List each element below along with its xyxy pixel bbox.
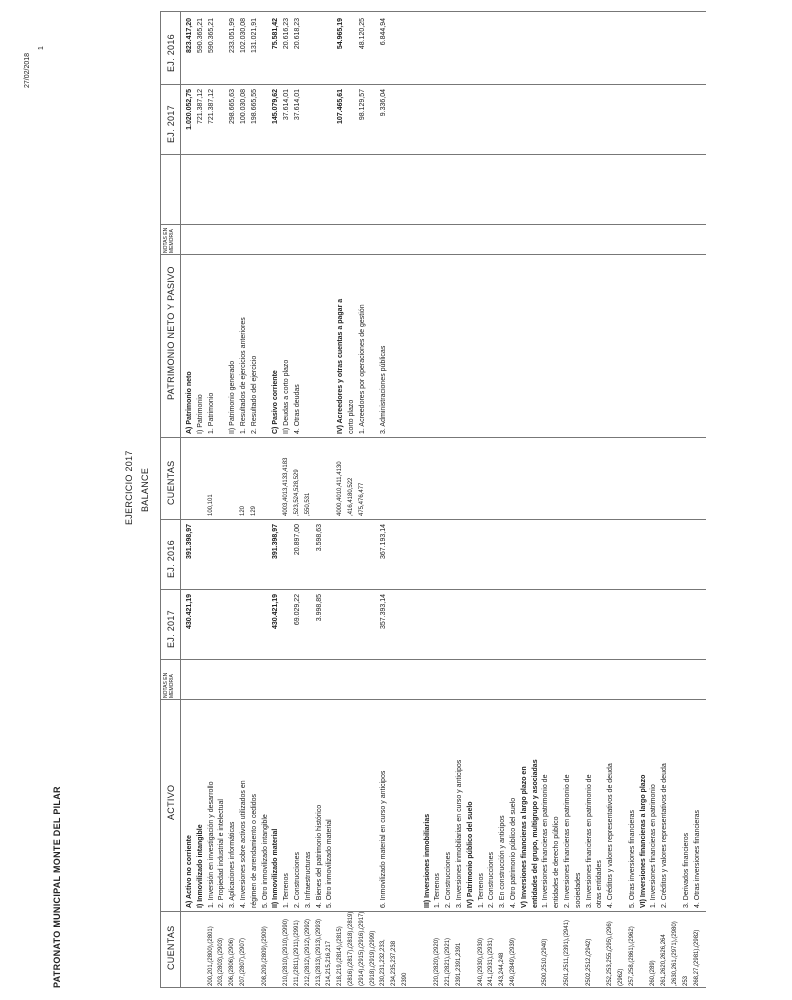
pasivo-value-2017: 37.614,01 [283,89,291,121]
pasivo-label: IV) Acreedores y otras cuentas a pagar a [337,298,345,434]
pasivo-cuenta: 129 [250,505,257,516]
col-line [160,437,706,438]
activo-cuenta: 240,(2930),(2930) [477,937,484,986]
pasivo-cuenta: 100,101 [207,494,214,516]
activo-cuenta: 212,(2812),(2912),(2992) [304,918,311,986]
activo-label: 3. Derivados financieros [682,832,690,908]
pasivo-value-2017: 298.665,63 [229,89,237,125]
col-line [160,154,706,155]
activo-label: 1. Terrenos [434,873,442,908]
page-number: 1 [38,46,45,50]
pasivo-label: 1. Patrimonio [207,392,215,434]
activo-label: entidades del grupo, multigrupo y asociadas [531,759,539,908]
organization-name: PATRONATO MUNICIPAL MONTE DEL PILAR [52,786,62,988]
col-line [160,254,706,255]
activo-label: 3. Inversiones financieras en patrimonio de [585,774,593,908]
activo-cuenta: (2962) [618,968,624,986]
pasivo-value-2016: 75.581,42 [272,18,280,50]
activo-cuenta: 253 [682,975,689,986]
pasivo-value-2017: 9.336,04 [380,89,388,117]
activo-cuenta: 2390 [402,972,408,986]
activo-cuenta: 203,(2803),(2903) [218,937,225,986]
activo-cuenta: 249,(2849),(2939) [510,937,516,986]
col-header-ej2017-pasivo: EJ. 2017 [166,105,176,143]
pasivo-label: I) Patrimonio [196,394,204,434]
activo-label: VI) Inversiones financieras a largo plazo [639,774,647,908]
pasivo-value-2017: 721.387,12 [207,89,215,125]
activo-value-2016: 391.398,97 [186,524,193,560]
activo-label: 1. Terrenos [477,873,485,908]
col-header-cuentas: CUENTAS [166,925,176,970]
activo-cuenta: 200,201,(2800),(2801) [207,926,214,986]
pasivo-label: A) Patrimonio neto [186,371,193,434]
report-date: 27/02/2018 [24,52,31,88]
activo-label: 2. Inversiones financieras en patrimonio de [564,774,571,908]
activo-label: 4. Créditos y valores representativos de deuda [607,763,615,908]
activo-label: A) Activo no corriente [186,835,193,908]
pasivo-value-2017: 145.079,62 [272,89,280,125]
activo-cuenta: 207,(2807),(2907) [240,937,246,986]
pasivo-label: corto plazo [348,399,355,434]
pasivo-value-2016: 590.365,21 [196,18,204,54]
activo-label: sociedades [574,872,582,908]
activo-label: 3. Infraestructuras [304,851,312,908]
activo-label: IV) Patrimonio público del suelo [466,801,474,908]
pasivo-value-2016: 131.021,91 [250,18,258,54]
activo-label: V) Inversiones financieras a largo plazo en [520,766,528,908]
activo-label: 3. Aplicaciones informáticas [229,821,237,908]
pasivo-label: C) Pasivo corriente [272,370,280,434]
pasivo-label: II) Deudas a corto plazo [283,359,291,434]
activo-cuenta: 261,2620,2626,264 [661,934,668,986]
activo-cuenta: 218,219,(2814),(2815) [337,926,344,986]
pasivo-label: 3. Administraciones públicas [380,345,388,434]
activo-value-2017: 430.421,19 [186,594,193,630]
activo-value-2017: 69.029,22 [294,594,301,626]
activo-cuenta: 234,235,237,238 [391,940,398,986]
activo-cuenta: 2391,2391,2391 [456,942,462,986]
activo-value-2016: 391.398,97 [272,524,280,560]
col-line [160,589,706,590]
col-header-pasivo: PATRIMONIO NETO Y PASIVO [166,266,176,400]
col-line [160,699,706,700]
pasivo-cuenta: ,550,531 [304,492,311,516]
pasivo-label: 1. Acreedores por operaciones de gestión [358,304,366,434]
activo-label: 4. Inversiones sobre activos utilizados en [240,780,247,908]
activo-label: III) Inversiones inmobiliarias [423,813,431,908]
pasivo-cuenta: ,523,524,528,529 [294,469,300,516]
activo-value-2016: 3.598,63 [315,524,323,552]
pasivo-value-2017: 37.614,01 [294,89,301,121]
pasivo-label: 4. Otras deudas [294,384,301,434]
activo-label: I) Inmovilizado intangible [196,824,204,908]
pasivo-value-2016: 54.965,19 [337,18,345,50]
table-top-rule [160,12,161,988]
activo-label: 2. Propiedad industrial e intelectual [218,799,226,908]
col-header-ej2016: EJ. 2016 [166,540,176,578]
activo-cuenta: 260,(289) [650,960,657,986]
col-line [160,911,706,912]
activo-label: 3. En construcción y anticipos [499,815,507,908]
pasivo-value-2016: 102.030,08 [240,18,247,54]
col-line [160,84,706,85]
activo-label: 1. Inversión en investigación y desarrollo [207,781,215,908]
col-line [160,224,706,225]
activo-cuenta: (2918),(2919),(2999) [369,930,376,986]
activo-cuenta: 214,215,216,217 [326,940,333,986]
activo-cuenta: 243,244,248 [499,952,506,986]
col-header-ej2017: EJ. 2017 [166,610,176,648]
activo-label: 2. Construcciones [488,851,496,908]
pasivo-value-2017: 100.030,08 [240,89,247,125]
activo-label: entidades de derecho público [553,816,561,908]
activo-label: 5. Otro inmovilizado material [326,819,334,908]
pasivo-value-2016: 823.417,20 [186,18,193,54]
activo-cuenta: 220,(2820),(2920) [434,937,441,986]
activo-label: 2. Créditos y valores representativos de deuda [661,763,669,908]
pasivo-value-2016: 233.051,99 [229,18,237,54]
col-header-cuentas-pasivo: CUENTAS [166,460,176,505]
activo-value-2017: 3.998,85 [315,594,323,622]
activo-label: régimen de arrendamiento o cedidos [250,793,258,908]
activo-cuenta: 268,27,(2981),(2982) [693,929,700,986]
pasivo-value-2017: 721.387,12 [196,89,204,125]
pasivo-label: 1. Resultados de ejercicios anteriores [240,317,247,434]
pasivo-value-2017: 1.020.052,75 [186,89,193,130]
col-line [160,11,706,12]
pasivo-value-2016: 6.844,94 [380,18,388,46]
activo-cuenta: (2914),(2915),(2916),(2917) [358,911,365,986]
activo-value-2017: 430.421,19 [272,594,280,630]
activo-cuenta: (2816),(2817),(2818),(2819) [348,911,354,986]
activo-label: 1. Inversiones financieras en patrimonio de [542,774,550,908]
pasivo-value-2017: 107.465,61 [337,89,345,125]
activo-cuenta: 213,(2813),(2913),(2993) [315,918,322,986]
activo-cuenta: 257,258,(2861),(2962) [628,926,635,986]
activo-cuenta: 208,209,(2809),(2909) [261,926,268,986]
col-header-notas-pasivo: NOTAS EN MEMORIA [163,227,175,253]
pasivo-value-2016: 20.616,23 [283,18,291,50]
activo-cuenta: 210,(2810),(2910),(2990) [283,918,290,986]
pasivo-label: II) Patrimonio generado [229,360,237,434]
ejercicio-title: EJERCICIO 2017 [124,450,134,525]
activo-cuenta: 2501,2511,(2391),(2941) [564,920,570,986]
activo-label: 3. Inversiones inmobiliarias en curso y anticipos [456,759,463,908]
pasivo-label: 2. Resultado del ejercicio [250,355,258,434]
header-bottom-rule [180,12,181,988]
balance-title: BALANCE [140,467,150,512]
activo-cuenta: ,2630,261,(2971),(2980) [672,921,678,986]
pasivo-cuenta: 4000,4010,411,4130 [337,461,344,516]
pasivo-value-2016: 48.120,25 [358,18,366,50]
activo-cuenta: 230,231,232,233, [380,939,387,986]
activo-value-2016: 20.897,00 [294,524,301,556]
activo-value-2016: 367.193,14 [380,524,388,560]
pasivo-cuenta: 475,476,477 [358,482,365,516]
pasivo-value-2016: 20.618,23 [294,18,301,50]
activo-label: 2. Construcciones [294,851,301,908]
activo-value-2017: 357.393,14 [380,594,388,630]
activo-label: 4. Bienes del patrimonio histórico [315,804,323,908]
pasivo-value-2017: 198.665,55 [250,89,258,125]
col-line [160,987,706,988]
activo-label: otras entidades [596,860,604,908]
activo-cuenta: 2502,2512,(2942) [585,938,592,986]
activo-label: 2. Construcciones [445,851,453,908]
col-header-notas: NOTAS EN MEMORIA [163,672,175,698]
activo-cuenta: 211,(2811),(2911),(2991) [294,920,300,986]
activo-cuenta: 241,(2931),(2931) [488,937,495,986]
col-line [160,659,706,660]
activo-cuenta: 252,253,255,(295),(296) [607,921,614,986]
pasivo-cuenta: 120 [240,505,246,516]
col-header-activo: ACTIVO [166,784,176,820]
activo-label: 4. Otras inversiones financieras [693,809,701,908]
col-line [160,519,706,520]
pasivo-value-2016: 590.365,21 [207,18,215,54]
activo-cuenta: 206,(2806),(2906) [229,937,236,986]
activo-label: 5. Otras inversiones financieras [628,809,636,908]
pasivo-cuenta: ,416,4180,522 [348,477,354,516]
activo-label: 4. Otro patrimonio público del suelo [510,797,517,908]
pasivo-cuenta: 4003,4013,4133,4183 [283,457,290,516]
activo-label: 6. Inmovilizado material en curso y anticipos [380,770,388,908]
activo-label: 1. Terrenos [283,873,291,908]
col-header-ej2016-pasivo: EJ. 2016 [166,34,176,72]
activo-cuenta: 2500,2510,(2940) [542,938,549,986]
activo-label: II) Inmovilizado material [272,828,280,908]
activo-label: 1. Inversiones financieras en patrimonio [650,784,658,908]
pasivo-value-2017: 98.129,57 [358,89,366,121]
activo-label: 5. Otro inmovilizado intangible [261,814,269,908]
activo-cuenta: 221,(2821),(2921) [445,937,452,986]
